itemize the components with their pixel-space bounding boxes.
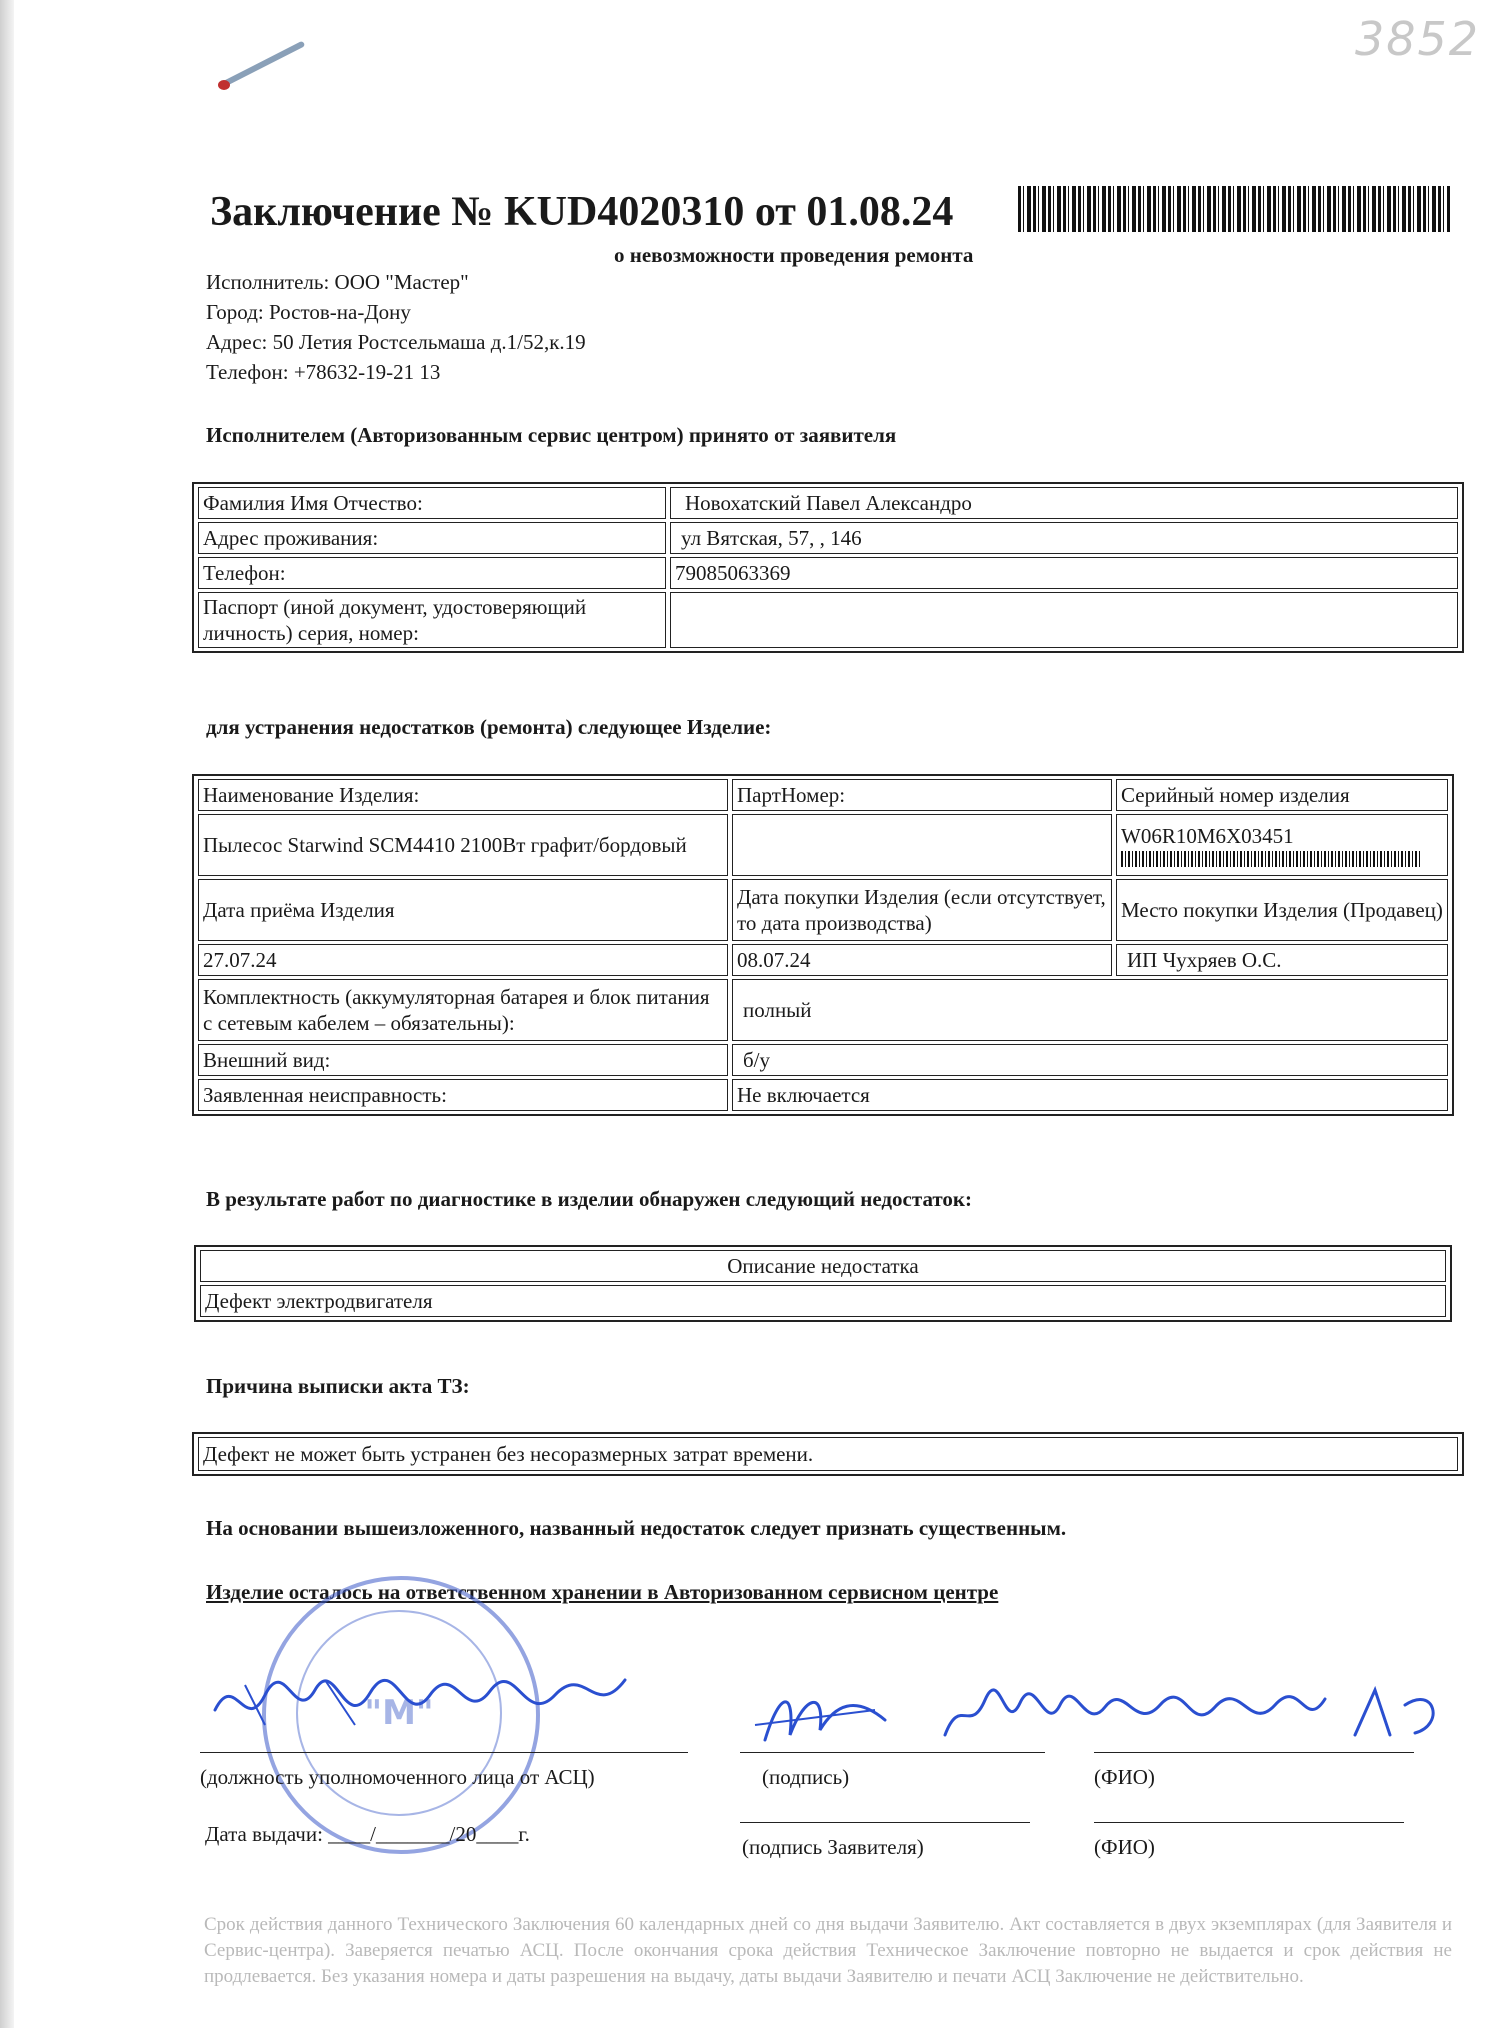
applicant-address-value: ул Вятская, 57, , 146	[670, 522, 1458, 554]
serial-barcode-icon	[1121, 851, 1421, 867]
executor-address: Адрес: 50 Летия Ростсельмаша д.1/52,к.19	[206, 330, 586, 354]
footer-note: Срок действия данного Технического Заключения 60 календарных дней со дня выдачи Заявителю. Акт составляется в двух экземплярах (для Заявителя и Сервис-центра). Заверяется печатью АСЦ. После окончания срока действия Техническое Заключение повторно не выдается и срок действия не продлевается. Без указания номера и даты разрешения на выдачу, даты выдачи Заявителю и печати АСЦ Заключение не действительно.	[204, 1914, 1452, 1987]
signature-line	[740, 1752, 1045, 1753]
signature-label: (подпись)	[762, 1765, 850, 1789]
defect-header: Описание недостатка	[200, 1250, 1446, 1282]
applicant-name-value: Новохатский Павел Александро	[670, 487, 1458, 519]
fio-line	[1094, 1752, 1414, 1753]
conclusion: На основании вышеизложенного, названный недостаток следует признать существенным.	[206, 1516, 1067, 1540]
product-name-header: Наименование Изделия:	[198, 779, 728, 811]
accept-date-value: 27.07.24	[198, 944, 728, 976]
applicant-table	[192, 482, 1464, 653]
section-product: для устранения недостатков (ремонта) следующее Изделие:	[206, 715, 772, 739]
applicant-phone-label: Телефон:	[198, 557, 666, 589]
product-table	[192, 774, 1454, 1116]
reason-value: Дефект не может быть устранен без несоразмерных затрат времени.	[198, 1437, 1458, 1471]
executor-city: Город: Ростов-на-Дону	[206, 300, 411, 324]
official-signature	[205, 1665, 645, 1745]
seller-header: Место покупки Изделия (Продавец)	[1116, 879, 1448, 941]
archive-number: 3852	[1355, 12, 1481, 66]
applicant-fio-line	[1094, 1822, 1404, 1823]
applicant-passport-value	[670, 592, 1458, 648]
document-title: Заключение № KUD4020310 от 01.08.24	[210, 189, 954, 235]
applicant-address-label: Адрес проживания:	[198, 522, 666, 554]
defect-value: Дефект электродвигателя	[200, 1285, 1446, 1317]
applicant-phone-value: 79085063369	[670, 557, 1458, 589]
product-name-value: Пылесос Starwind SCM4410 2100Вт графит/бордовый	[198, 814, 728, 876]
reason-table	[192, 1432, 1464, 1476]
executor-signature	[745, 1680, 895, 1760]
official-label: (должность уполномоченного лица от АСЦ)	[200, 1765, 595, 1789]
appearance-value: б/у	[732, 1044, 1448, 1076]
completeness-label: Комплектность (аккумуляторная батарея и блок питания с сетевым кабелем – обязательны):	[198, 979, 728, 1041]
handwritten-fio	[935, 1675, 1475, 1755]
product-serial-value: W06R10M6X03451	[1121, 824, 1294, 848]
seller-value: ИП Чухряев О.С.	[1116, 944, 1448, 976]
completeness-value: полный	[732, 979, 1448, 1041]
product-part-value	[732, 814, 1112, 876]
stamp-center: "М"	[296, 1610, 502, 1816]
appearance-label: Внешний вид:	[198, 1044, 728, 1076]
storage-note: Изделие осталось на ответственном хранении в Авторизованном сервисном центре	[206, 1580, 999, 1604]
fault-label: Заявленная неисправность:	[198, 1079, 728, 1111]
purchase-date-header: Дата покупки Изделия (если отсутствует, то дата производства)	[732, 879, 1112, 941]
barcode-icon	[1018, 186, 1450, 232]
pin-head	[218, 80, 230, 90]
executor-phone: Телефон: +78632-19-21 13	[206, 360, 441, 384]
section-diagnostic: В результате работ по диагностике в изделии обнаружен следующий недостаток:	[206, 1187, 973, 1211]
document-subtitle: о невозможности проведения ремонта	[614, 243, 974, 267]
issue-date-label: Дата выдачи: ____/_______/20____г.	[205, 1822, 530, 1846]
executor-name: Исполнитель: ООО "Мастер"	[206, 270, 469, 294]
fault-value: Не включается	[732, 1079, 1448, 1111]
applicant-fio-label: (ФИО)	[1094, 1835, 1155, 1859]
accept-date-header: Дата приёма Изделия	[198, 879, 728, 941]
applicant-name-label: Фамилия Имя Отчество:	[198, 487, 666, 519]
fio-label: (ФИО)	[1094, 1765, 1155, 1789]
scan-edge	[0, 0, 14, 2028]
official-signature-line	[200, 1752, 688, 1753]
purchase-date-value: 08.07.24	[732, 944, 1112, 976]
applicant-passport-label: Паспорт (иной документ, удостоверяющий личность) серия, номер:	[198, 592, 666, 648]
section-received: Исполнителем (Авторизованным сервис центром) принято от заявителя	[206, 423, 897, 447]
product-serial-cell	[1116, 814, 1448, 876]
defect-table	[194, 1245, 1452, 1322]
applicant-signature-line	[740, 1822, 1030, 1823]
product-serial-header: Серийный номер изделия	[1116, 779, 1448, 811]
product-part-header: ПартНомер:	[732, 779, 1112, 811]
section-reason: Причина выписки акта ТЗ:	[206, 1374, 470, 1398]
pin-mark	[221, 41, 306, 88]
applicant-signature-label: (подпись Заявителя)	[742, 1835, 924, 1859]
